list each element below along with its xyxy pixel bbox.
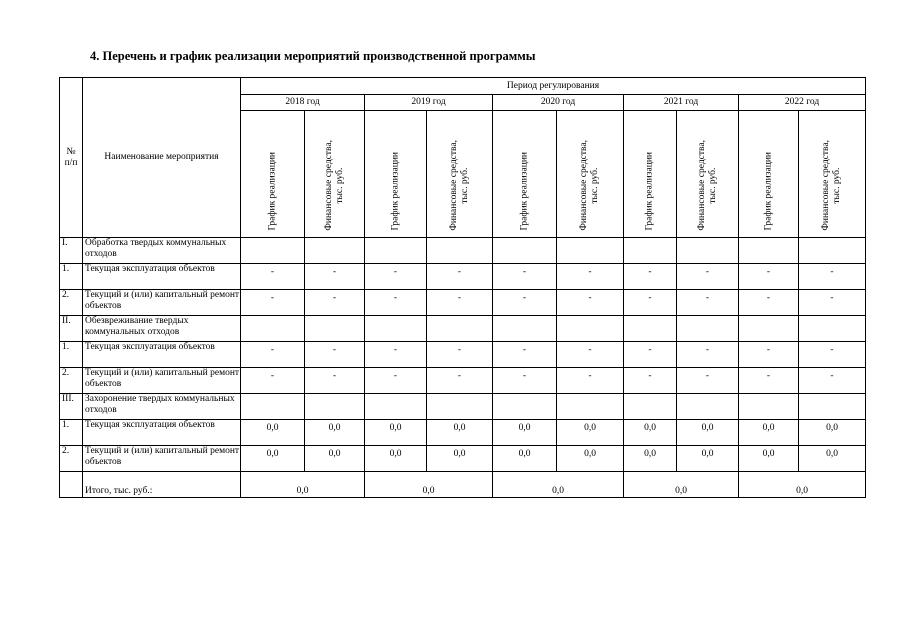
total-value-3: 0,0 — [624, 472, 739, 498]
total-value-1: 0,0 — [365, 472, 493, 498]
total-number-empty — [60, 472, 83, 498]
row-value — [241, 394, 305, 420]
row-value: - — [677, 264, 739, 290]
header-schedule-4 — [739, 111, 799, 238]
header-schedule-label: График реализации — [390, 152, 400, 231]
header-name-cell: Наименование мероприятия — [83, 78, 241, 238]
table-row — [60, 290, 866, 316]
row-value: - — [557, 368, 624, 394]
row-value: - — [427, 368, 493, 394]
table-row — [60, 342, 866, 368]
header-finance-3 — [677, 111, 739, 238]
total-row — [60, 472, 866, 498]
row-value — [493, 238, 557, 264]
header-num-line1: № — [66, 146, 76, 157]
header-finance-label-line2: тыс. руб. — [334, 167, 345, 204]
row-value: - — [365, 342, 427, 368]
header-finance-label-line1: Финансовые средства, — [448, 140, 459, 231]
row-value: - — [493, 264, 557, 290]
row-value — [739, 394, 799, 420]
row-value: - — [677, 290, 739, 316]
row-name: Обезвреживание твердых коммунальных отходов — [83, 316, 241, 342]
row-value: - — [241, 368, 305, 394]
header-schedule-label: График реализации — [519, 152, 529, 231]
row-value — [624, 238, 677, 264]
row-value: - — [557, 290, 624, 316]
row-value: - — [739, 290, 799, 316]
row-value — [493, 316, 557, 342]
row-value — [427, 394, 493, 420]
row-value: - — [799, 342, 866, 368]
row-value — [557, 394, 624, 420]
row-value: 0,0 — [557, 446, 624, 472]
row-value: 0,0 — [677, 446, 739, 472]
row-value: 0,0 — [739, 446, 799, 472]
row-value — [427, 316, 493, 342]
row-value — [624, 316, 677, 342]
row-value: - — [557, 342, 624, 368]
row-value: - — [739, 368, 799, 394]
row-value: - — [624, 264, 677, 290]
row-value: - — [365, 368, 427, 394]
row-value — [241, 238, 305, 264]
header-finance-2 — [557, 111, 624, 238]
row-value: 0,0 — [365, 420, 427, 446]
row-value: 0,0 — [493, 420, 557, 446]
row-value: - — [677, 368, 739, 394]
row-value: - — [739, 264, 799, 290]
row-name: Текущая эксплуатация объектов — [83, 342, 241, 368]
row-value: - — [241, 342, 305, 368]
row-value — [677, 394, 739, 420]
row-value: - — [739, 342, 799, 368]
row-value — [365, 238, 427, 264]
row-value — [365, 316, 427, 342]
total-label: Итого, тыс. руб.: — [83, 472, 241, 498]
row-value — [365, 394, 427, 420]
header-year-3: 2021 год — [624, 95, 739, 111]
row-number: I. — [60, 238, 83, 264]
row-value: 0,0 — [677, 420, 739, 446]
row-value: 0,0 — [305, 446, 365, 472]
row-value: - — [493, 342, 557, 368]
row-value — [739, 316, 799, 342]
row-value — [739, 238, 799, 264]
header-period: Период регулирования — [241, 78, 866, 95]
table-row — [60, 394, 866, 420]
row-value — [557, 238, 624, 264]
row-name: Текущий и (или) капитальный ремонт объектов — [83, 290, 241, 316]
row-number: 2. — [60, 368, 83, 394]
row-value: - — [624, 368, 677, 394]
header-finance-label-line2: тыс. руб. — [832, 167, 842, 204]
row-value: - — [305, 264, 365, 290]
row-value: 0,0 — [799, 420, 866, 446]
row-number: 1. — [60, 342, 83, 368]
header-schedule-label: График реализации — [763, 152, 773, 231]
row-value — [677, 238, 739, 264]
row-value — [493, 394, 557, 420]
header-finance-label-line2: тыс. руб. — [590, 167, 600, 204]
header-schedule-label: График реализации — [644, 152, 655, 231]
header-year-0: 2018 год — [241, 95, 365, 111]
row-value — [241, 316, 305, 342]
table-row — [60, 420, 866, 446]
total-value-2: 0,0 — [493, 472, 624, 498]
row-value: - — [799, 290, 866, 316]
header-schedule-0 — [241, 111, 305, 238]
program-table — [59, 77, 866, 498]
row-value: - — [557, 264, 624, 290]
row-value: - — [624, 342, 677, 368]
row-value — [305, 238, 365, 264]
row-value: 0,0 — [557, 420, 624, 446]
row-name: Текущий и (или) капитальный ремонт объектов — [83, 368, 241, 394]
table-row — [60, 316, 866, 342]
header-finance-label-line2: тыс. руб. — [459, 167, 470, 204]
row-value: - — [305, 290, 365, 316]
row-value: - — [241, 290, 305, 316]
header-finance-4 — [799, 111, 866, 238]
row-value — [624, 394, 677, 420]
row-number: 2. — [60, 446, 83, 472]
header-finance-label-line1: Финансовые средства, — [579, 140, 589, 231]
row-value: - — [365, 264, 427, 290]
row-value: - — [493, 368, 557, 394]
total-value-0: 0,0 — [241, 472, 365, 498]
header-schedule-1 — [365, 111, 427, 238]
header-year-2: 2020 год — [493, 95, 624, 111]
row-value — [305, 316, 365, 342]
header-finance-label-line1: Финансовые средства, — [323, 140, 334, 231]
row-name: Обработка твердых коммунальных отходов — [83, 238, 241, 264]
row-number: II. — [60, 316, 83, 342]
row-value: 0,0 — [427, 420, 493, 446]
row-value: 0,0 — [799, 446, 866, 472]
header-schedule-2 — [493, 111, 557, 238]
row-number: III. — [60, 394, 83, 420]
header-finance-label-line1: Финансовые средства, — [821, 140, 831, 231]
row-value — [305, 394, 365, 420]
row-name: Текущая эксплуатация объектов — [83, 264, 241, 290]
row-value: - — [677, 342, 739, 368]
row-value: 0,0 — [305, 420, 365, 446]
row-name: Текущая эксплуатация объектов — [83, 420, 241, 446]
header-year-4: 2022 год — [739, 95, 866, 111]
header-finance-1 — [427, 111, 493, 238]
header-schedule-3 — [624, 111, 677, 238]
table-row — [60, 238, 866, 264]
row-number: 1. — [60, 264, 83, 290]
row-number: 2. — [60, 290, 83, 316]
header-finance-label-line1: Финансовые средства, — [696, 140, 707, 231]
table-row — [60, 264, 866, 290]
row-value: - — [305, 368, 365, 394]
row-value: 0,0 — [365, 446, 427, 472]
header-finance-0 — [305, 111, 365, 238]
row-value: 0,0 — [624, 446, 677, 472]
row-value: - — [493, 290, 557, 316]
row-value: 0,0 — [241, 446, 305, 472]
row-value — [557, 316, 624, 342]
row-value — [799, 238, 866, 264]
row-value — [427, 238, 493, 264]
row-value: - — [365, 290, 427, 316]
table-row — [60, 368, 866, 394]
header-schedule-label: График реализации — [267, 152, 277, 231]
row-value — [799, 316, 866, 342]
row-value: - — [305, 342, 365, 368]
row-value: 0,0 — [624, 420, 677, 446]
row-value: - — [799, 368, 866, 394]
row-value: - — [427, 290, 493, 316]
row-name: Текущий и (или) капитальный ремонт объектов — [83, 446, 241, 472]
row-value: - — [241, 264, 305, 290]
row-number: 1. — [60, 420, 83, 446]
row-value: - — [624, 290, 677, 316]
row-value: - — [427, 264, 493, 290]
row-value: - — [427, 342, 493, 368]
row-value — [799, 394, 866, 420]
row-value — [677, 316, 739, 342]
header-num-line2: п/п — [64, 157, 78, 168]
table-row — [60, 446, 866, 472]
header-finance-label-line2: тыс. руб. — [707, 167, 718, 204]
header-year-1: 2019 год — [365, 95, 493, 111]
row-value: 0,0 — [427, 446, 493, 472]
page-title: 4. Перечень и график реализации мероприятий производственной программы — [90, 49, 536, 63]
row-value: 0,0 — [739, 420, 799, 446]
total-value-4: 0,0 — [739, 472, 866, 498]
row-value: 0,0 — [241, 420, 305, 446]
row-value: 0,0 — [493, 446, 557, 472]
row-value: - — [799, 264, 866, 290]
row-name: Захоронение твердых коммунальных отходов — [83, 394, 241, 420]
header-num-cell — [60, 78, 83, 238]
